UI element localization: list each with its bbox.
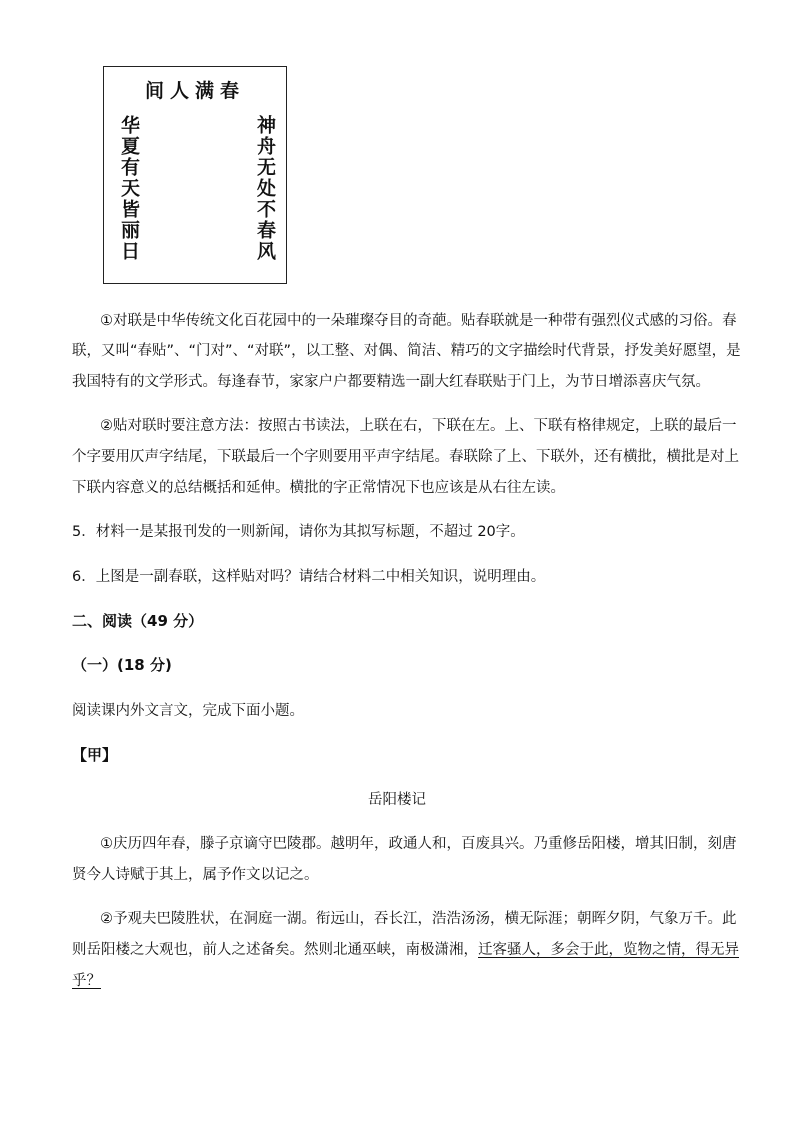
couplet-horizontal-scroll: 间人满春 — [144, 80, 245, 102]
essay-p2-underlined-end: 乎？ — [72, 973, 101, 989]
essay-p2-line2 — [72, 942, 739, 958]
essay-p1-line1: ①庆历四年春，滕子京谪守巴陵郡。越明年，政通人和，百废具兴。乃重修岳阳楼，增其旧制，刻唐 — [100, 836, 737, 852]
couplet-right-scroll: 神舟无处不春风 — [254, 115, 276, 262]
material2-p1-line2: 联，又叫“春贴”、“门对”、“对联”，以工整、对偶、简洁、精巧的文字描绘时代背景，抒发美好愿望，是 — [72, 343, 741, 359]
material2-p1-line1: ①对联是中华传统文化百花园中的一朵璀璨夺目的奇葩。贴春联就是一种带有强烈仪式感的习俗。春 — [100, 313, 737, 329]
spring-couplet-figure — [103, 66, 287, 284]
material2-p2-line1: ②贴对联时要注意方法：按照古书读法，上联在右，下联在左。上、下联有格律规定，上联的最后一 — [100, 418, 737, 434]
question-5: 5．材料一是某报刊发的一则新闻，请你为其拟写标题，不超过 20字。 — [72, 524, 525, 540]
essay-p2-line2-plain: 则岳阳楼之大观也，前人之述备矣。然则北通巫峡，南极潇湘， — [72, 942, 478, 958]
subsection-title: （一）(18 分) — [72, 656, 172, 674]
essay-title: 岳阳楼记 — [368, 792, 426, 808]
essay-p2-line3 — [72, 974, 722, 989]
essay-p2-line1: ②予观夫巴陵胜状，在洞庭一湖。衔远山，吞长江，浩浩汤汤，横无际涯；朝晖夕阴，气象万千。此 — [100, 911, 737, 927]
part-label-jia: 【甲】 — [72, 746, 118, 764]
essay-p1-line2: 贤今人诗赋于其上，属予作文以记之。 — [72, 867, 319, 883]
reading-instruction: 阅读课内外文言文，完成下面小题。 — [72, 703, 304, 719]
essay-p2-underlined-sentence: 迁客骚人，多会于此，览物之情，得无异 — [478, 942, 739, 958]
couplet-left-scroll: 华夏有天皆丽日 — [118, 115, 140, 262]
material2-p1-line3: 我国特有的文学形式。每逢春节，家家户户都要精选一副大红春联贴于门上，为节日增添喜庆气氛。 — [72, 374, 710, 390]
material2-p2-line2: 个字要用仄声字结尾，下联最后一个字则要用平声字结尾。春联除了上、下联外，还有横批，横批是对上 — [72, 449, 739, 465]
question-6: 6．上图是一副春联，这样贴对吗？请结合材料二中相关知识，说明理由。 — [72, 569, 546, 585]
material2-p2-line3: 下联内容意义的总结概括和延伸。横批的字正常情况下也应该是从右往左读。 — [72, 480, 565, 496]
section-title: 二、阅读（49 分） — [72, 612, 204, 630]
